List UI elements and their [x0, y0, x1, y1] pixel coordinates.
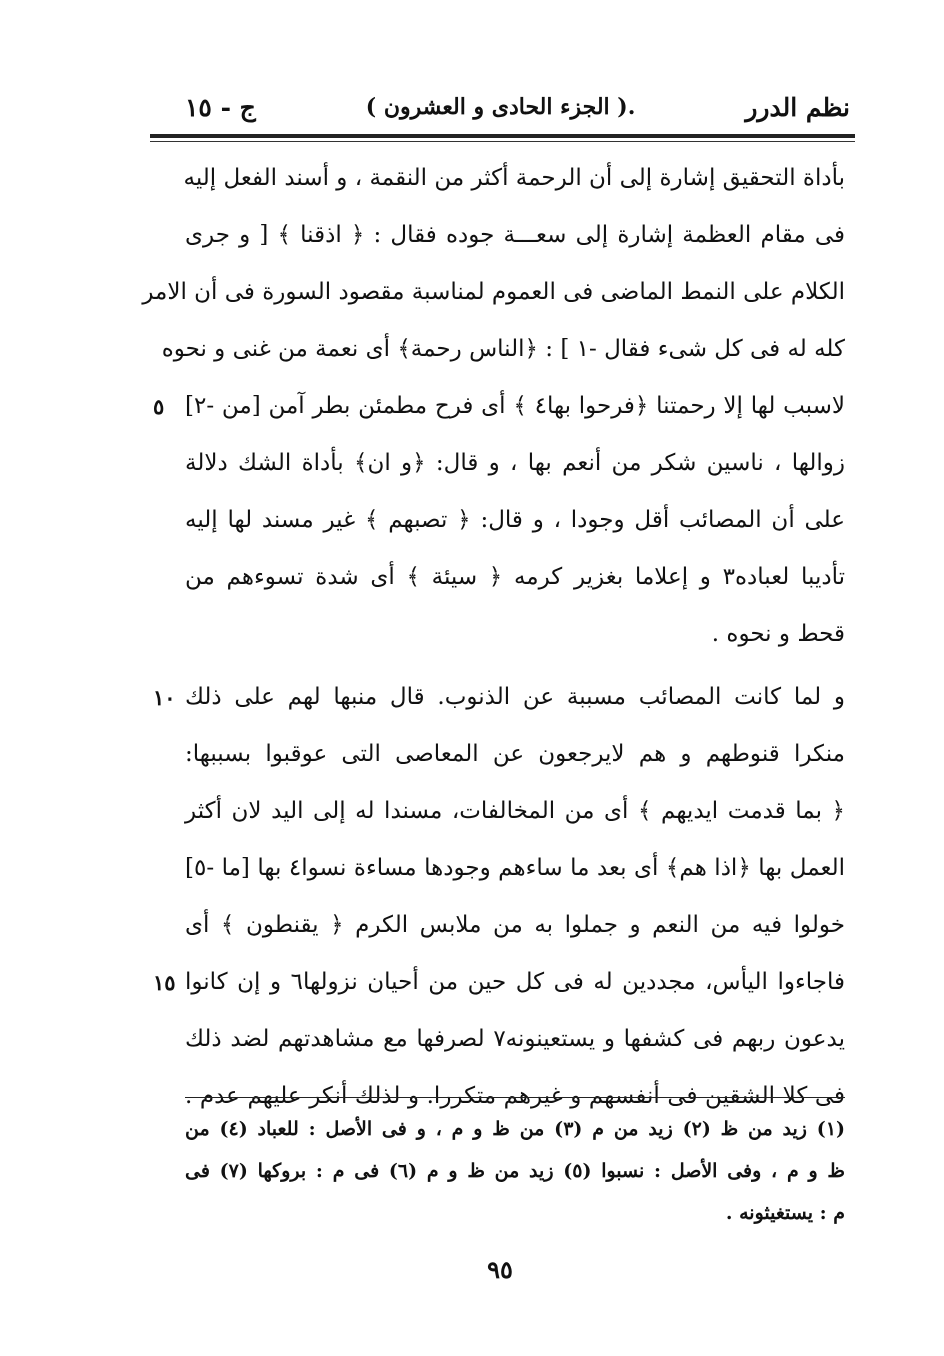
text-line — [185, 207, 845, 264]
text-line-content: فاجاءوا اليأس، مجددين له فى كل حين من أحيان نزولها٦ و إن كانوا — [185, 969, 845, 995]
text-line-content: بأداة التحقيق إشارة إلى أن الرحمة أكثر من النقمة ، و أسند الفعل إليه — [183, 165, 845, 191]
page-number: ٩٥ — [487, 1255, 513, 1284]
text-line — [185, 606, 845, 663]
text-line-content: منكرا قنوطهم و هم لايرجعون عن المعاصى التى عوقبوا بسببها: — [185, 741, 845, 767]
volume-number: ج - ١٥ — [185, 92, 256, 122]
text-line — [185, 726, 845, 783]
line-number-marker: ٥ — [153, 394, 165, 419]
text-line — [185, 549, 845, 606]
text-line-content: تأديبا لعباده٣ و إعلاما بغزير كرمه ﴿ سيئة ﴾ أى شدة تسوءهم من — [185, 564, 845, 590]
text-line — [185, 1011, 845, 1068]
text-line — [153, 378, 846, 435]
book-title: نظم الدرر — [745, 92, 850, 122]
text-line-content: فى مقام العظمة إشارة إلى سعـــة جوده فقال : ﴿ اذقنا ﴾ [ و جرى — [185, 222, 845, 248]
running-header — [185, 84, 850, 130]
part-title: .( الجزء الحادى و العشرون ) — [365, 94, 636, 120]
footnote-line: (١) زيد من ظ (٢) زيد من م (٣) من ظ و م ، و فى الأصل : للعباد (٤) من — [185, 1118, 846, 1140]
text-line-content: زوالها ، ناسين شكر من أنعم بها ، و قال: ﴿و ان﴾ بأداة الشك دلالة — [185, 450, 845, 476]
text-line — [161, 321, 845, 378]
header-rule-thin — [150, 141, 855, 142]
text-line — [153, 669, 845, 726]
line-number-marker: ١٥ — [153, 970, 176, 995]
text-line — [185, 783, 845, 840]
text-line-content: فى كلا الشقين فى أنفسهم و غيرهم متكررا. و لذلك أنكر عليهم عدم . — [185, 1083, 845, 1109]
text-line — [185, 897, 845, 954]
text-line-content: الكلام على النمط الماضى فى العموم لمناسبة مقصود السورة فى أن الامر — [142, 279, 845, 305]
footnotes — [185, 1108, 845, 1234]
text-line-content: و لما كانت المصائب مسببة عن الذنوب. قال منبها لهم على ذلك — [185, 684, 845, 710]
line-number-marker: ١٠ — [153, 685, 176, 710]
text-line-content: على أن المصائب أقل وجودا ، و قال: ﴿ تصبهم ﴾ غير مسند لها إليه — [185, 507, 845, 533]
footnote-line: ظ و م ، وفى الأصل : نسبوا (٥) زيد من ظ و م (٦) فى م : بروكها (٧) فى — [185, 1160, 845, 1182]
footnote-line: م : يستغيثونه . — [725, 1202, 845, 1224]
body-text — [142, 150, 846, 1125]
text-line-content: قحط و نحوه . — [711, 621, 845, 647]
footnote-separator — [185, 1097, 845, 1098]
header-rule-thick — [150, 134, 855, 138]
text-line — [185, 150, 845, 207]
text-line-content: لاسبب لها إلا رحمتنا ﴿فرحوا بها٤ ﴾ أى فرح مطمئن بطر آمن [من -٢] — [185, 393, 846, 419]
text-line — [185, 492, 845, 549]
text-line-content: العمل بها ﴿اذا هم﴾ أى بعد ما ساءهم وجودها مساءة نسوا٤ بها [ما -٥] — [185, 855, 845, 881]
text-line-content: كله له فى كل شىء فقال -١ ] : ﴿الناس رحمة﴾ أى نعمة من غنى و نحوه — [161, 336, 845, 362]
text-line-content: يدعون ربهم فى كشفها و يستعينونه٧ لصرفها مع مشاهدتهم لضد ذلك — [185, 1026, 845, 1052]
text-line — [142, 264, 845, 321]
text-line-content: خولوا فيه من النعم و جملوا به من ملابس الكرم ﴿ يقنطون ﴾ أى — [185, 912, 845, 938]
text-line — [185, 435, 845, 492]
text-line-content: ﴿ بما قدمت ايديهم ﴾ أى من المخالفات، مسندا له إلى اليد لان أكثر — [185, 798, 845, 824]
text-line — [185, 840, 845, 897]
text-line — [153, 954, 845, 1011]
